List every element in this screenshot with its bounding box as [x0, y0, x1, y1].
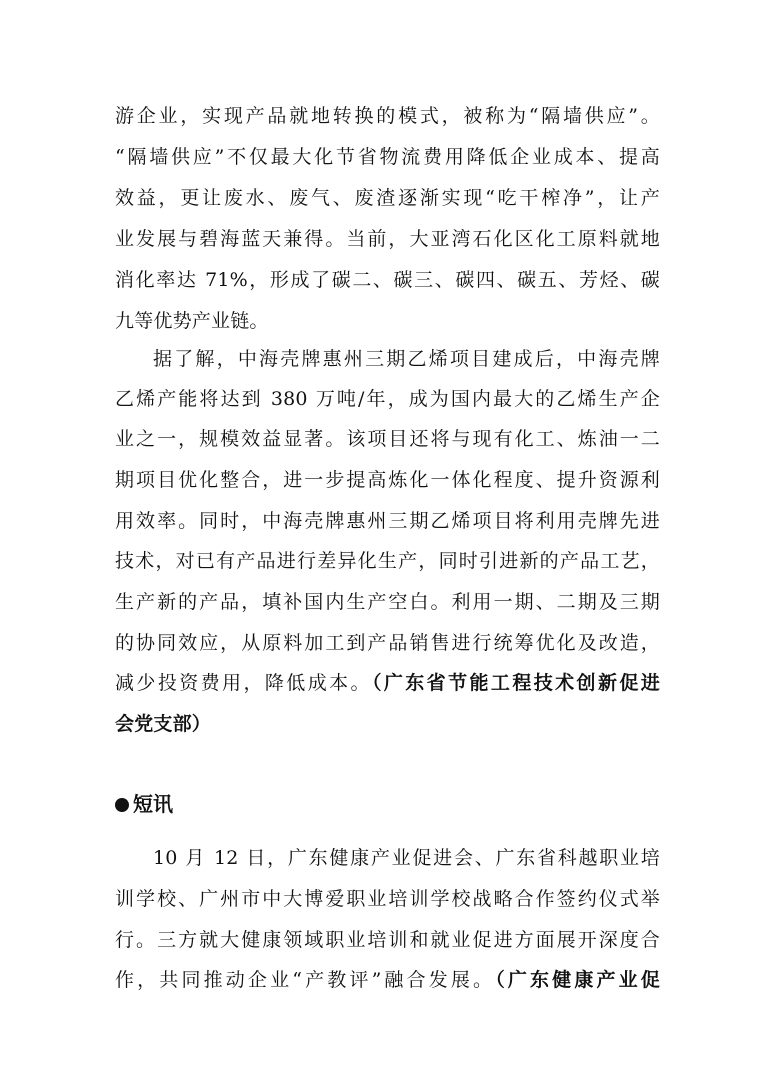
paragraph-line: 效益，更让废水、废气、废渣逐渐实现“吃干榨净”，让产: [115, 187, 660, 209]
paragraph-line: 用效率。同时，中海壳牌惠州三期乙烯项目将利用壳牌先进: [115, 510, 660, 532]
paragraph-line: 据了解，中海壳牌惠州三期乙烯项目建成后，中海壳牌: [153, 348, 660, 370]
paragraph-line: 10 月 12 日，广东健康产业促进会、广东省科越职业培: [153, 847, 660, 869]
paragraph-line: [115, 962, 660, 998]
source-attribution: （广东省节能工程技术创新促进: [371, 672, 660, 694]
paragraph-line: [115, 665, 660, 701]
paragraph-line: 业发展与碧海蓝天兼得。当前，大亚湾石化区化工原料就地: [115, 228, 660, 250]
section-title: 短讯: [133, 792, 173, 816]
paragraph-line: 九等优势产业链。: [115, 310, 269, 332]
paragraph-line: 行。三方就大健康领域职业培训和就业促进方面展开深度合: [115, 929, 660, 951]
paragraph-line: “隔墙供应”不仅最大化节省物流费用降低企业成本、提高: [115, 146, 660, 168]
paragraph-line: 乙烯产能将达到 380 万吨/年，成为国内最大的乙烯生产企: [115, 388, 660, 410]
bullet-icon: [115, 798, 129, 812]
paragraph-line: 消化率达 71%，形成了碳二、碳三、碳四、碳五、芳烃、碳: [115, 269, 660, 291]
paragraph-text: 作，共同推动企业“产教评”融合发展。: [115, 969, 496, 991]
paragraph-line: 的协同效应，从原料加工到产品销售进行统筹优化及改造，: [115, 632, 660, 654]
source-attribution: 会党支部）: [115, 713, 212, 735]
source-attribution: （广东健康产业促: [495, 969, 661, 991]
paragraph-line: 期项目优化整合，进一步提高炼化一体化程度、提升资源利: [115, 469, 660, 491]
paragraph-line: 技术，对已有产品进行差异化生产，同时引进新的产品工艺，: [115, 550, 660, 572]
paragraph-line: 生产新的产品，填补国内生产空白。利用一期、二期及三期: [115, 591, 660, 613]
section-heading: [115, 786, 173, 822]
paragraph-line: 游企业，实现产品就地转换的模式，被称为“隔墙供应”。: [115, 105, 660, 127]
paragraph-line: 训学校、广州市中大博爱职业培训学校战略合作签约仪式举: [115, 888, 660, 910]
paragraph-text: 减少投资费用，降低成本。: [115, 672, 372, 694]
paragraph-line: 业之一，规模效益显著。该项目还将与现有化工、炼油一二: [115, 428, 660, 450]
